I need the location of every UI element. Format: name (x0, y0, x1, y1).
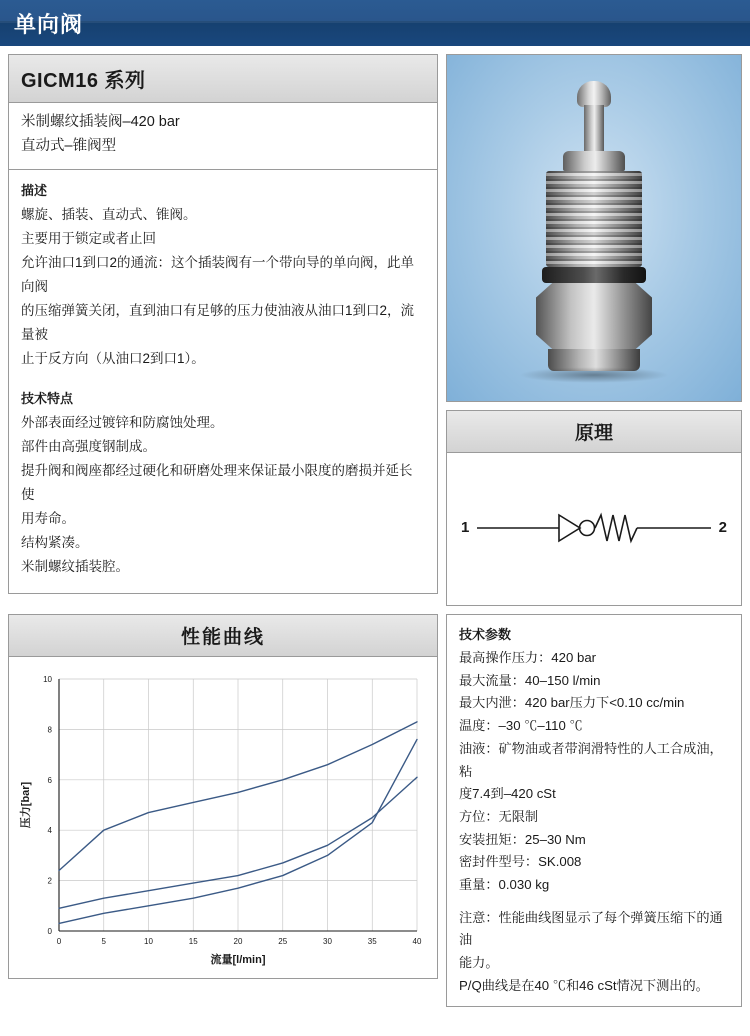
spec-item: 安装扭矩：25–30 Nm (459, 831, 586, 847)
chart-title: 性能曲线 (9, 615, 437, 657)
spec-item: 方位：无限制 (459, 808, 539, 824)
specs-note-line: 注意：性能曲线图显示了每个弹簧压缩下的通油 (459, 909, 723, 948)
spec-item: 重量：0.030 kg (459, 877, 550, 893)
features-line: 部件由高强度钢制成。 (21, 438, 156, 454)
valve-thread (546, 171, 642, 267)
description-heading: 描述 (21, 182, 48, 198)
valve-oring (542, 267, 646, 283)
svg-text:流量[l/min]: 流量[l/min] (210, 954, 266, 966)
spec-item: 度7.4到–420 cSt (459, 786, 556, 802)
bottom-section (8, 614, 742, 1007)
schematic-panel (446, 410, 742, 606)
spec-item: 最高操作压力：420 bar (459, 650, 597, 665)
svg-text:25: 25 (278, 937, 288, 946)
datasheet-body (0, 46, 750, 1007)
schematic-title: 原理 (447, 411, 741, 453)
svg-text:10: 10 (144, 937, 153, 946)
svg-text:0: 0 (47, 927, 52, 936)
schematic-body (447, 453, 741, 605)
svg-text:20: 20 (233, 937, 243, 946)
schematic-port-2-label: 2 (718, 519, 727, 536)
top-section (8, 54, 742, 606)
svg-text:35: 35 (367, 937, 377, 946)
description-line: 止于反方向（从油口2到口1）。 (21, 350, 205, 366)
svg-text:4: 4 (47, 826, 52, 836)
page-header (0, 0, 750, 46)
svg-text:15: 15 (188, 937, 198, 946)
valve-shoulder (563, 151, 625, 171)
page-title: 单向阀 (14, 11, 84, 37)
valve-tip (577, 81, 611, 107)
description-block (9, 170, 437, 388)
description-line: 的压缩弹簧关闭，直到油口有足够的压力使油液从油口1到口2，流量被 (21, 302, 415, 342)
features-line: 用寿命。 (21, 510, 75, 526)
svg-text:2: 2 (47, 876, 52, 886)
valve-hex-nut (536, 283, 652, 349)
spec-item: 最大流量：40–150 l/min (459, 672, 601, 688)
specs-heading: 技术参数 (459, 627, 512, 642)
subtitle-line-1: 米制螺纹插装阀–420 bar (21, 114, 180, 130)
valve-stem (584, 105, 604, 151)
specs-note-line: P/Q曲线是在40 ℃和46 cSt情况下测出的。 (459, 977, 709, 993)
description-line: 允许油口1到口2的通流：这个插装阀有一个带向导的单向阀，此单向阀 (21, 254, 415, 294)
description-line: 主要用于锁定或者止回 (21, 230, 156, 246)
valve-cartridge-illustration (519, 81, 669, 371)
performance-chart (13, 663, 433, 971)
svg-text:10: 10 (43, 675, 52, 684)
svg-text:压力[bar]: 压力[bar] (20, 781, 32, 829)
features-line: 米制螺纹插装腔。 (21, 558, 129, 574)
technical-specs-panel (446, 614, 742, 1007)
svg-text:0: 0 (56, 937, 62, 946)
product-subtitle (9, 103, 437, 170)
features-line: 结构紧凑。 (21, 534, 89, 550)
description-line: 螺旋、插装、直动式、锥阀。 (21, 206, 197, 222)
performance-chart-panel (8, 614, 438, 979)
schematic-port-1-label: 1 (461, 519, 470, 536)
product-info-panel (8, 54, 438, 594)
product-photo (446, 54, 742, 402)
svg-text:30: 30 (323, 937, 332, 946)
svg-text:40: 40 (412, 937, 422, 946)
specs-list (459, 647, 731, 897)
schematic-diagram (447, 453, 741, 603)
photo-shadow (519, 367, 669, 383)
chart-body (9, 657, 437, 978)
features-heading: 技术特点 (21, 390, 74, 406)
specs-note (459, 897, 731, 998)
svg-text:6: 6 (47, 775, 52, 785)
header-sheen (0, 0, 750, 23)
spec-item: 最大内泄：420 bar压力下<0.10 cc/min (459, 695, 685, 711)
spec-item: 密封件型号：SK.008 (459, 854, 582, 870)
specs-note-line: 能力。 (459, 955, 499, 971)
features-line: 外部表面经过镀锌和防腐蚀处理。 (21, 414, 224, 430)
right-column (446, 54, 742, 606)
series-header (9, 55, 437, 103)
svg-text:5: 5 (101, 937, 106, 946)
spec-item: 温度：–30 ℃–110 ℃ (459, 718, 583, 734)
subtitle-line-2: 直动式–锥阀型 (21, 137, 117, 154)
series-title: GICM16 系列 (21, 70, 146, 92)
features-block (9, 388, 437, 593)
svg-text:8: 8 (47, 725, 52, 735)
spec-item: 油液：矿物油或者带润滑特性的人工合成油，粘 (459, 740, 723, 779)
features-line: 提升阀和阀座都经过硬化和研磨处理来保证最小限度的磨损并延长使 (21, 462, 413, 502)
